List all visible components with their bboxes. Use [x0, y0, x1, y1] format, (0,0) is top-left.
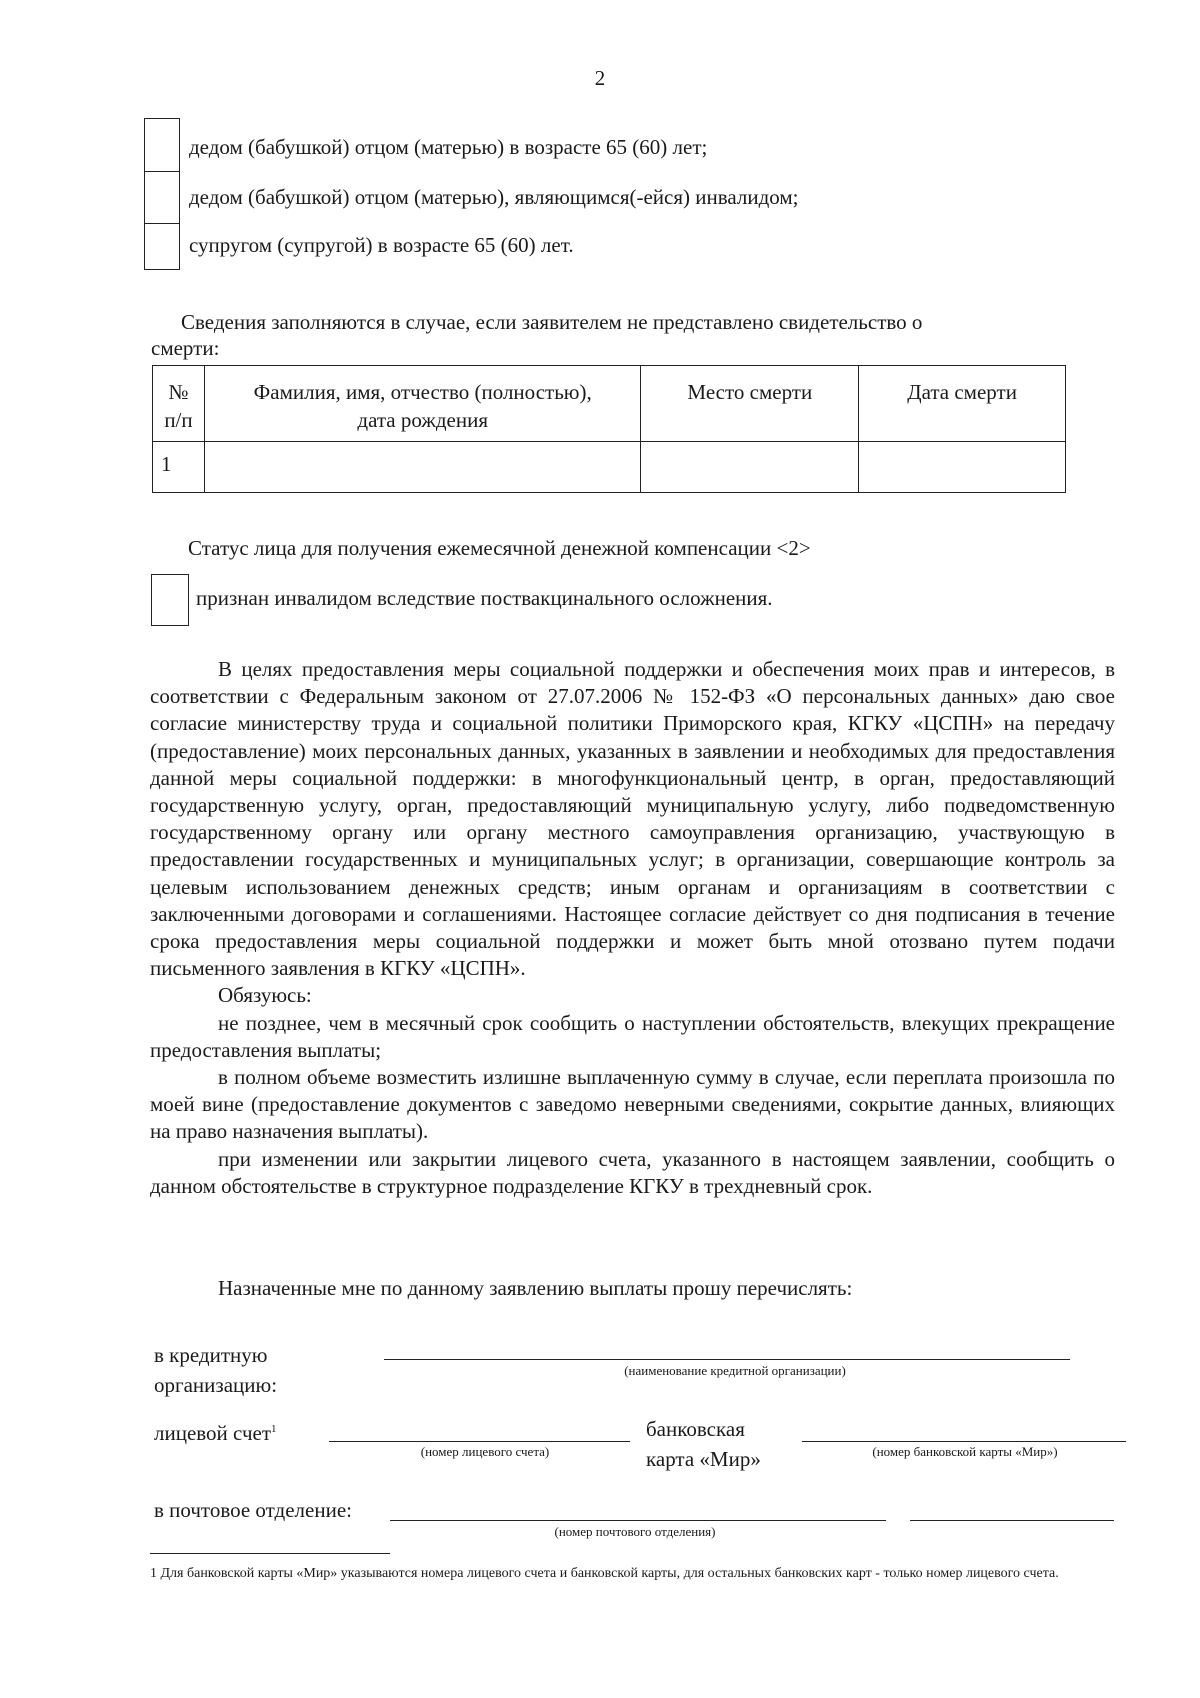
- cell-fullname-input[interactable]: [204, 442, 641, 493]
- status-option-label: признан инвалидом вследствие поствакцинального осложнения.: [196, 586, 773, 610]
- cell-death-date-input[interactable]: [859, 442, 1066, 493]
- footnote-rule: [150, 1553, 390, 1554]
- credit-org-field[interactable]: [384, 1359, 1070, 1360]
- death-info-intro: Сведения заполняются в случае, если заявителем не представлено свидетельство о: [181, 310, 923, 334]
- header-fullname: [204, 366, 641, 442]
- account-label-text: лицевой счет: [154, 1421, 271, 1445]
- account-number-field[interactable]: [329, 1441, 630, 1442]
- header-death-date: Дата смерти: [859, 366, 1066, 442]
- header-death-place: Место смерти: [641, 366, 859, 442]
- post-office-caption: (номер почтового отделения): [554, 1524, 716, 1539]
- card-label-line2: карта «Мир»: [646, 1447, 761, 1471]
- header-number-sub: п/п: [164, 408, 193, 432]
- account-label: [154, 1414, 277, 1448]
- credit-org-label: [154, 1340, 277, 1400]
- header-number: [153, 366, 205, 442]
- post-office-field[interactable]: [390, 1520, 886, 1521]
- relation-checkbox-group[interactable]: [144, 118, 180, 270]
- consent-paragraph: В целях предоставления меры социальной поддержки и обеспечения моих прав и интересов, в соответствии с Федеральным законом от 27.07.2006 № 152-ФЗ «О персональных данных» даю свое согласие министерству труда и социальной политики Приморского края, КГКУ «ЦСПН» на передачу (предоставление) моих персональных данных, указанных в заявлении и необходимых для предоставления данной меры социальной поддержки: в многофункциональный центр, в орган, предоставляющий государственную услугу, орган, предоставляющий муниципальную услугу, либо подведомственную государственному органу или органу местного самоуправления организацию, участвующую в предоставлении государственных и муниципальных услуг; в организации, совершающие контроль за целевым использованием денежных средств; иным органам и организациям в соответствии с заключенными договорами и соглашениями. Настоящее согласие действует со дня подписания в течение срока предоставления меры социальной поддержки и может быть мной отозвано путем подачи письменного заявления в КГКУ «ЦСПН».: [150, 657, 1115, 981]
- status-heading: Статус лица для получения ежемесячной денежной компенсации <2>: [188, 536, 811, 560]
- credit-org-caption: (наименование кредитной организации): [624, 1363, 846, 1378]
- credit-org-label-line2: организацию:: [154, 1373, 278, 1397]
- option-grandparent-disabled: дедом (бабушкой) отцом (матерью), являющимся(-ейся) инвалидом;: [189, 185, 799, 209]
- option-spouse-age: супругом (супругой) в возрасте 65 (60) лет.: [189, 233, 574, 257]
- table-row: [153, 442, 1066, 493]
- card-number-field[interactable]: [802, 1441, 1126, 1442]
- cell-death-place-input[interactable]: [641, 442, 859, 493]
- table-header-row: [153, 366, 1066, 442]
- payment-heading: Назначенные мне по данному заявлению выплаты прошу перечислять:: [218, 1276, 853, 1300]
- post-office-label: в почтовое отделение:: [154, 1498, 352, 1522]
- footnote-ref: 1: [271, 1423, 277, 1435]
- credit-org-label-line1: в кредитную: [154, 1343, 268, 1367]
- option-grandparent-age: дедом (бабушкой) отцом (матерью) в возрасте 65 (60) лет;: [189, 135, 708, 159]
- oblige-item-1: не позднее, чем в месячный срок сообщить о наступлении обстоятельств, влекущих прекращение предоставления выплаты;: [150, 1010, 1115, 1062]
- header-fullname-line1: Фамилия, имя, отчество (полностью),: [253, 380, 592, 404]
- footnote: 1 Для банковской карты «Мир» указываются номера лицевого счета и банковской карты, для остальных банковских карт - только номер лицевого счета.: [150, 1566, 1059, 1581]
- death-info-intro-cont: смерти:: [151, 336, 220, 360]
- status-checkbox[interactable]: [151, 574, 189, 626]
- checkbox-divider: [145, 223, 179, 224]
- header-number-symbol: №: [168, 380, 189, 404]
- death-info-table: [152, 365, 1066, 493]
- card-number-caption: (номер банковской карты «Мир»): [872, 1444, 1058, 1459]
- page-number: 2: [594, 66, 606, 90]
- cell-row-number: 1: [153, 442, 205, 493]
- account-number-caption: (номер лицевого счета): [420, 1444, 550, 1459]
- card-label: [646, 1414, 761, 1474]
- oblige-item-2: в полном объеме возместить излишне выплаченную сумму в случае, если переплата произошла по моей вине (предоставление документов с заведомо неверными сведениями, сокрытие данных, влияющих на право назначения выплаты).: [150, 1065, 1115, 1144]
- oblige-item-3: при изменении или закрытии лицевого счета, указанного в настоящем заявлении, сообщить о данном обстоятельстве в структурное подразделение КГКУ в трехдневный срок.: [150, 1146, 1115, 1198]
- consent-block: [150, 656, 1115, 1200]
- header-fullname-line2: дата рождения: [357, 408, 488, 432]
- post-office-field-extra[interactable]: [910, 1520, 1114, 1521]
- card-label-line1: банковская: [646, 1417, 745, 1441]
- checkbox-divider: [145, 171, 179, 172]
- oblige-heading: Обязуюсь:: [218, 983, 312, 1008]
